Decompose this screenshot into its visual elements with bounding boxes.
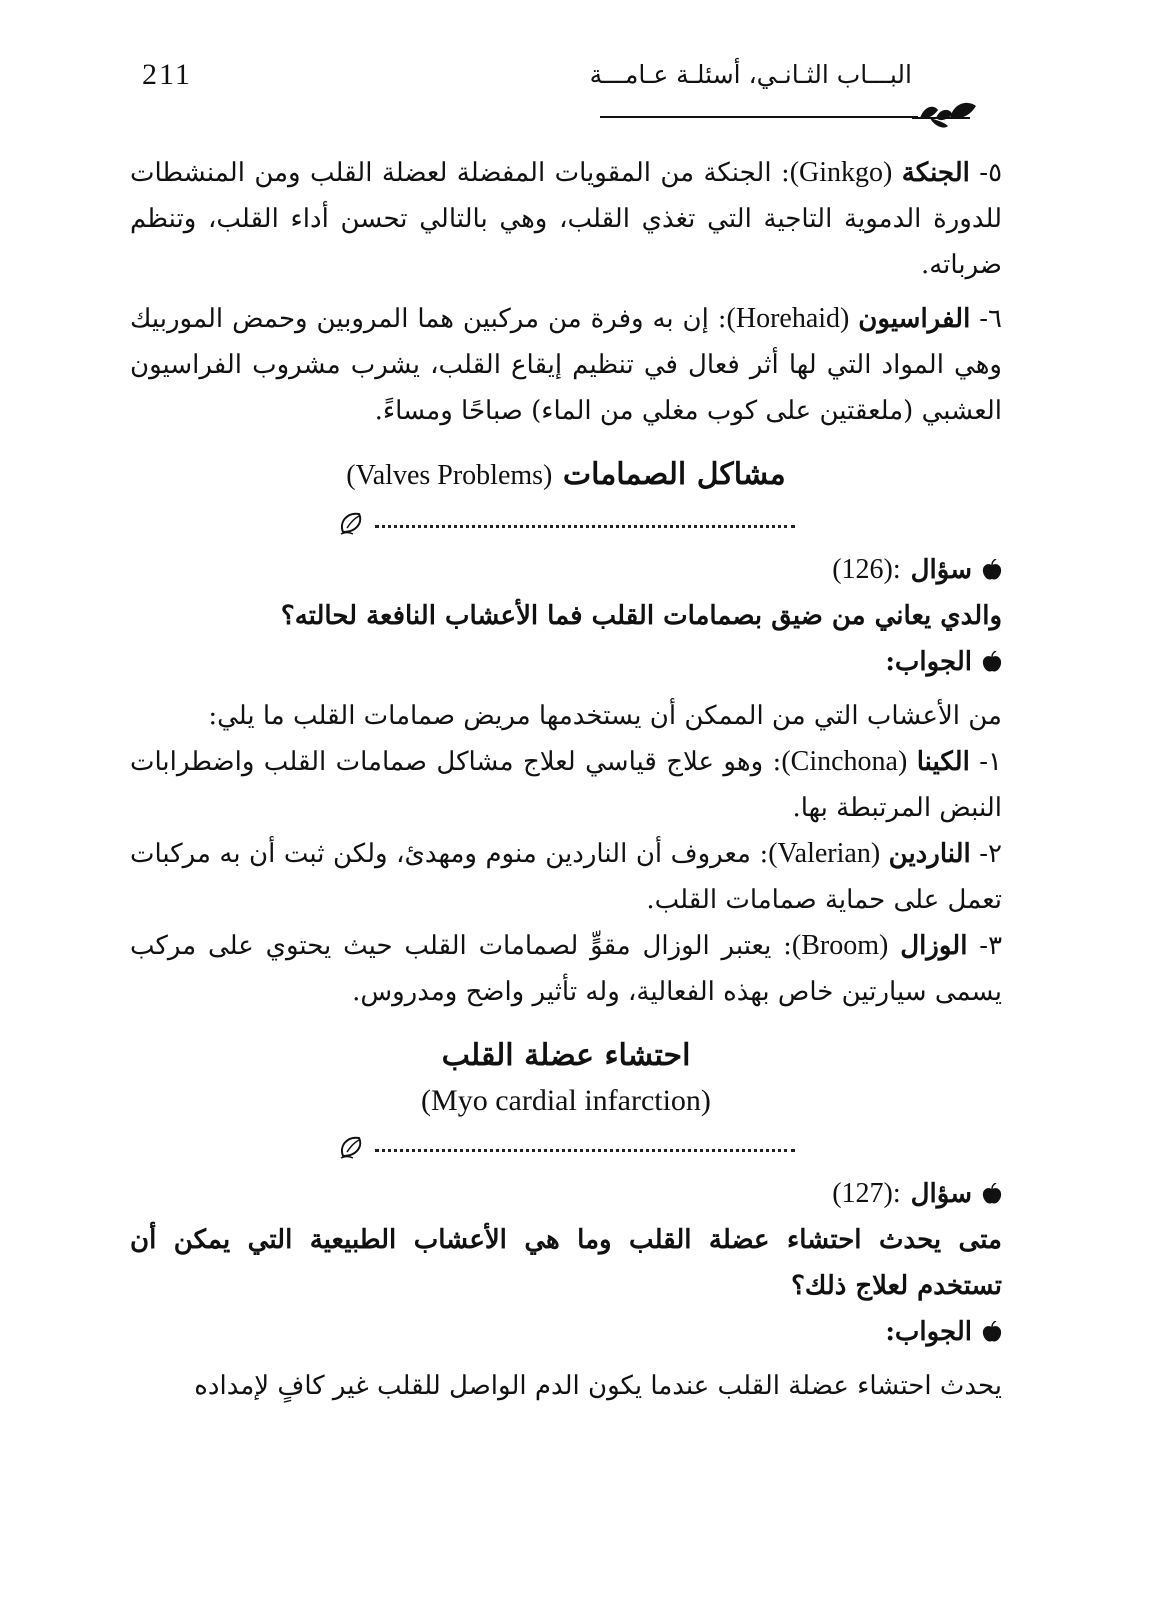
- answer-text: يحدث احتشاء عضلة القلب عندما يكون الدم الواصل للقلب غير كافٍ لإمداده: [194, 1371, 1002, 1401]
- herb-latin-name: (Horehaid): [726, 303, 850, 334]
- ornament-separator: [130, 1127, 1002, 1167]
- answer-heading: [130, 1309, 1002, 1355]
- question-text: والدي يعاني من ضيق بصمامات القلب فما الأعشاب النافعة لحالته؟: [280, 601, 1002, 631]
- herb-item-cinchona: [130, 739, 1002, 831]
- apple-bullet-icon: [982, 1183, 1002, 1205]
- herb-item-horehound: [130, 296, 1002, 434]
- ornament-separator: [130, 503, 1002, 543]
- item-number: ٥-: [979, 158, 1003, 188]
- section-title-english: (Valves Problems): [346, 460, 553, 491]
- question-heading-126: [130, 547, 1002, 593]
- apple-bullet-icon: [982, 1321, 1002, 1343]
- answer-heading: [130, 639, 1002, 685]
- herb-latin-name: (Broom): [791, 930, 889, 961]
- herb-description: : يعتبر الوزال مقوٍّ لصمامات القلب حيث يحتوي على مركب يسمى سيارتين خاص بهذه الفعالية، وله تأثير واضح ومدروس.: [130, 931, 1002, 1007]
- question-number: (127):: [832, 1178, 901, 1209]
- herb-item-broom: [130, 923, 1002, 1015]
- item-number: ٣-: [979, 931, 1003, 961]
- section-subtitle-english: (Myo cardial infarction): [421, 1084, 711, 1117]
- page-content: [130, 150, 1002, 1409]
- herb-description: : إن به وفرة من مركبين هما المروبين وحمض الموربيك وهي المواد التي لها أثر فعال في تنظيم إيقاع القلب، يشرب مشروب الفراسيون العشبي (ملعقتين على كوب مغلي من الماء) صباحًا ومساءً.: [130, 304, 1002, 426]
- leaf-icon: [337, 1132, 371, 1162]
- herb-name: الناردين: [888, 839, 971, 869]
- herb-description: : الجنكة من المقويات المفضلة لعضلة القلب ومن المنشطات للدورة الدموية التاجية التي تغذي القلب، وهي بالتالي تحسن أداء القلب، وتنظم ضرباته.: [130, 158, 1002, 280]
- apple-bullet-icon: [982, 651, 1002, 673]
- herb-latin-name: (Valerian): [768, 838, 881, 869]
- answer-label: الجواب:: [885, 647, 972, 677]
- herb-latin-name: (Ginkgo): [789, 157, 893, 188]
- item-number: ٦-: [979, 304, 1003, 334]
- leaf-icon: [337, 508, 371, 538]
- herb-name: الجنكة: [901, 158, 970, 188]
- question-heading-127: [130, 1171, 1002, 1217]
- answer-label: الجواب:: [885, 1317, 972, 1347]
- question-label: سؤال: [910, 1179, 972, 1209]
- header-rule: [600, 116, 918, 118]
- section-title-infarction: احتشاء عضلة القلب: [441, 1038, 691, 1073]
- herb-item-valerian: [130, 831, 1002, 923]
- herb-description: : وهو علاج قياسي لعلاج مشاكل صمامات القلب واضطرابات النبض المرتبطة بها.: [130, 747, 1002, 823]
- question-label: سؤال: [910, 555, 972, 585]
- herb-name: الفراسيون: [858, 304, 971, 334]
- apple-bullet-icon: [982, 559, 1002, 581]
- item-number: ١-: [979, 747, 1003, 777]
- question-text: متى يحدث احتشاء عضلة القلب وما هي الأعشاب الطبيعية التي يمكن أن تستخدم لعلاج ذلك؟: [130, 1225, 1002, 1301]
- section-title-arabic: مشاكل الصمامات: [562, 457, 786, 492]
- herb-name: الكينا: [916, 747, 970, 777]
- running-header: البـــاب الثـانـي، أسئلـة عـامـــة: [589, 60, 912, 89]
- item-number: ٢-: [979, 839, 1002, 869]
- page-number: 211: [142, 58, 192, 91]
- dotted-line: [375, 1149, 795, 1152]
- herb-name: الوزال: [900, 931, 968, 961]
- answer-intro: من الأعشاب التي من الممكن أن يستخدمها مريض صمامات القلب ما يلي:: [208, 701, 1002, 731]
- question-number: (126):: [832, 554, 901, 585]
- herb-latin-name: (Cinchona): [781, 746, 908, 777]
- herb-description: : معروف أن الناردين منوم ومهدئ، ولكن ثبت أن به مركبات تعمل على حماية صمامات القلب.: [130, 839, 1002, 915]
- herb-item-ginkgo: [130, 150, 1002, 288]
- dotted-line: [375, 525, 795, 528]
- section-title-valves: [130, 452, 1002, 499]
- leaf-branch-icon: [910, 96, 980, 136]
